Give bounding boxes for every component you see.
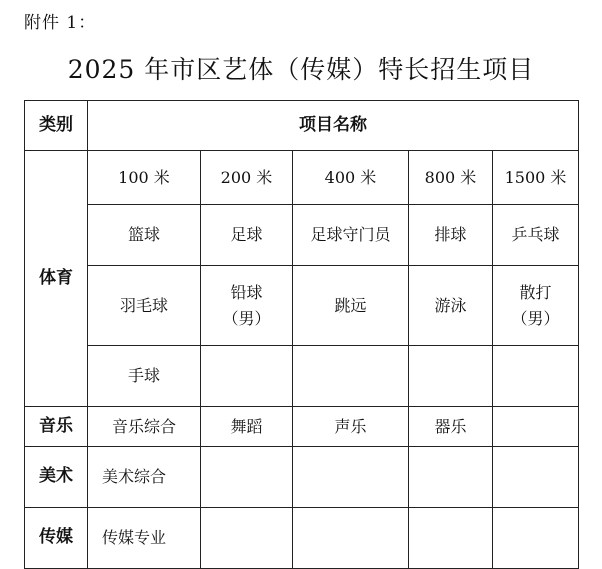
table-row [25,151,579,205]
table-cell: 器乐 [409,407,493,447]
cell-line: 散打 [519,282,552,302]
table-cell [201,447,293,508]
cell-line: （男） [511,308,560,328]
header-category: 类别 [25,101,88,151]
table-cell [493,266,579,346]
category-art: 美术 [25,447,88,508]
table-cell: 排球 [409,205,493,266]
table-cell [409,508,493,569]
table-cell: 羽毛球 [88,266,201,346]
table-cell: 200 米 [201,151,293,205]
attachment-label: 附件 1： [24,13,97,33]
category-media: 传媒 [25,508,88,569]
table-cell: 美术综合 [88,447,201,508]
page-title: 2025 年市区艺体（传媒）特长招生项目 [67,55,535,84]
table-cell [409,346,493,407]
table-cell [493,508,579,569]
table-header-row [25,101,579,151]
table-cell [293,447,409,508]
table-row [25,266,579,346]
table-cell: 400 米 [293,151,409,205]
table-cell: 跳远 [293,266,409,346]
table-cell [409,447,493,508]
category-music: 音乐 [25,407,88,447]
table-cell: 800 米 [409,151,493,205]
table-cell [293,346,409,407]
table-cell: 篮球 [88,205,201,266]
enrollment-table [24,100,579,569]
table-cell [493,407,579,447]
table-cell [493,447,579,508]
cell-line: 铅球 [230,282,263,302]
table-cell: 足球守门员 [293,205,409,266]
table-cell: 舞蹈 [201,407,293,447]
table-row [25,346,579,407]
table-row [25,407,579,447]
table-cell: 足球 [201,205,293,266]
table-cell [201,346,293,407]
header-items: 项目名称 [88,101,579,151]
table-cell: 传媒专业 [88,508,201,569]
table-cell: 100 米 [88,151,201,205]
table-cell [493,346,579,407]
table-cell [201,266,293,346]
category-sports: 体育 [25,151,88,407]
table-cell: 1500 米 [493,151,579,205]
table-row [25,205,579,266]
cell-line: （男） [222,308,271,328]
table-row [25,447,579,508]
table-cell: 音乐综合 [88,407,201,447]
table-cell: 乒乓球 [493,205,579,266]
table-cell: 游泳 [409,266,493,346]
table-cell: 声乐 [293,407,409,447]
table-cell [201,508,293,569]
table-row [25,508,579,569]
table-cell [293,508,409,569]
table-cell: 手球 [88,346,201,407]
